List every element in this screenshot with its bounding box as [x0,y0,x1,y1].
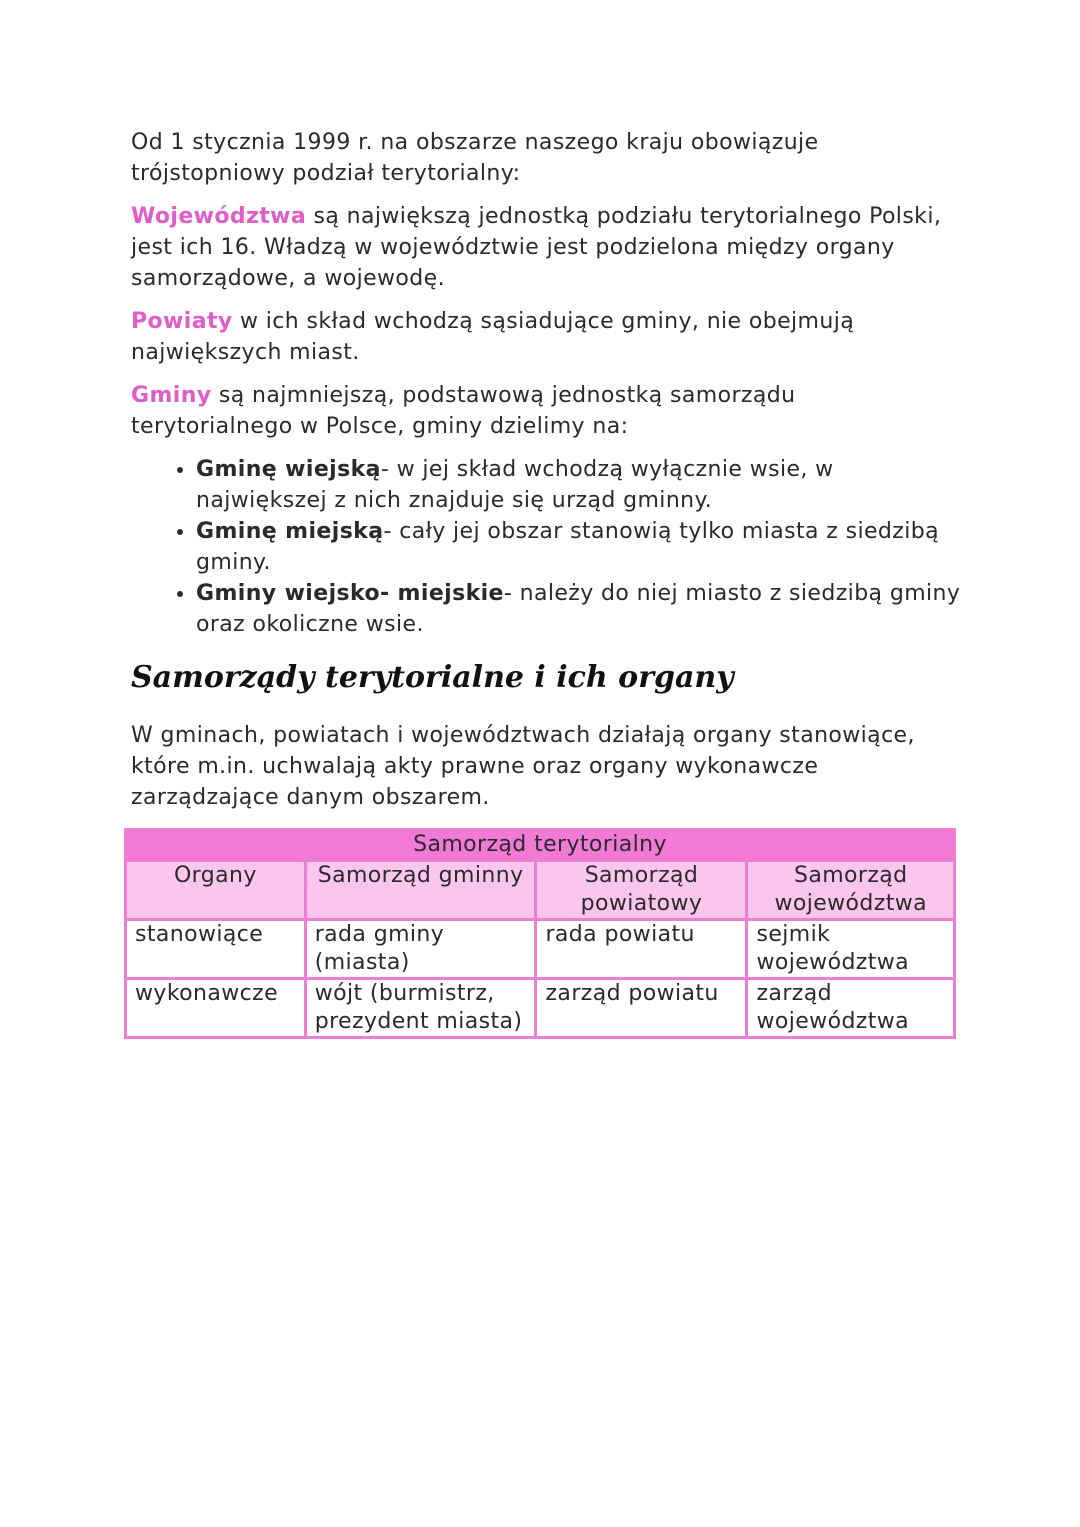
table-header-cell: Samorząd gminny [305,861,536,920]
table-header-cell: Samorząd powiatowy [536,861,747,920]
table-cell: wójt (burmistrz, prezydent miasta) [305,979,536,1038]
table-cell: rada gminy (miasta) [305,920,536,979]
table-row [126,920,955,979]
table-header-cell: Samorząd województwa [747,861,955,920]
table-title: Samorząd terytorialny [126,830,955,861]
organs-table [124,828,956,1039]
section-heading: Samorządy terytorialne i ich organy [131,660,734,695]
powiaty-paragraph [131,306,961,368]
list-item-text: - należy do niej miasto z siedzibą gminy oraz okoliczne wsie. [196,581,961,637]
gminy-paragraph [131,380,961,442]
gminy-text: są najmniejszą, podstawową jednostką samorządu terytorialnego w Polsce, gminy dzielimy na: [131,383,796,439]
table-cell: wykonawcze [126,979,306,1038]
table-row [126,979,955,1038]
list-item-term: Gminę miejską [196,519,384,544]
list-item [196,578,961,640]
powiaty-term: Powiaty [131,309,233,334]
document-body [131,127,961,825]
table-header-row [126,861,955,920]
wojewodztwa-paragraph [131,201,961,294]
table-cell: zarząd województwa [747,979,955,1038]
powiaty-text: w ich skład wchodzą sąsiadujące gminy, nie obejmują największych miast. [131,309,855,365]
list-item-text: - w jej skład wchodzą wyłącznie wsie, w największej z nich znajduje się urząd gminny. [196,457,834,513]
list-item-term: Gminy wiejsko- miejskie [196,581,504,606]
gminy-term: Gminy [131,383,212,408]
section-paragraph: W gminach, powiatach i województwach działają organy stanowiące, które m.in. uchwalają akty prawne oraz organy wykonawcze zarządzające danym obszarem. [131,723,915,810]
wojewodztwa-term: Województwa [131,204,307,229]
table-title-row [126,830,955,861]
table-cell: zarząd powiatu [536,979,747,1038]
intro-paragraph: Od 1 stycznia 1999 r. na obszarze naszego kraju obowiązuje trójstopniowy podział terytorialny: [131,130,819,186]
list-item [196,454,961,516]
table-cell: sejmik województwa [747,920,955,979]
table-cell: stanowiące [126,920,306,979]
table-header-cell: Organy [126,861,306,920]
gmina-types-list [131,454,961,640]
list-item-text: - cały jej obszar stanowią tylko miasta z siedzibą gminy. [196,519,939,575]
list-item-term: Gminę wiejską [196,457,381,482]
table-cell: rada powiatu [536,920,747,979]
list-item [196,516,961,578]
wojewodztwa-text: są największą jednostką podziału terytorialnego Polski, jest ich 16. Władzą w województwie jest podzielona między organy samorządowe, a wojewodę. [131,204,942,291]
